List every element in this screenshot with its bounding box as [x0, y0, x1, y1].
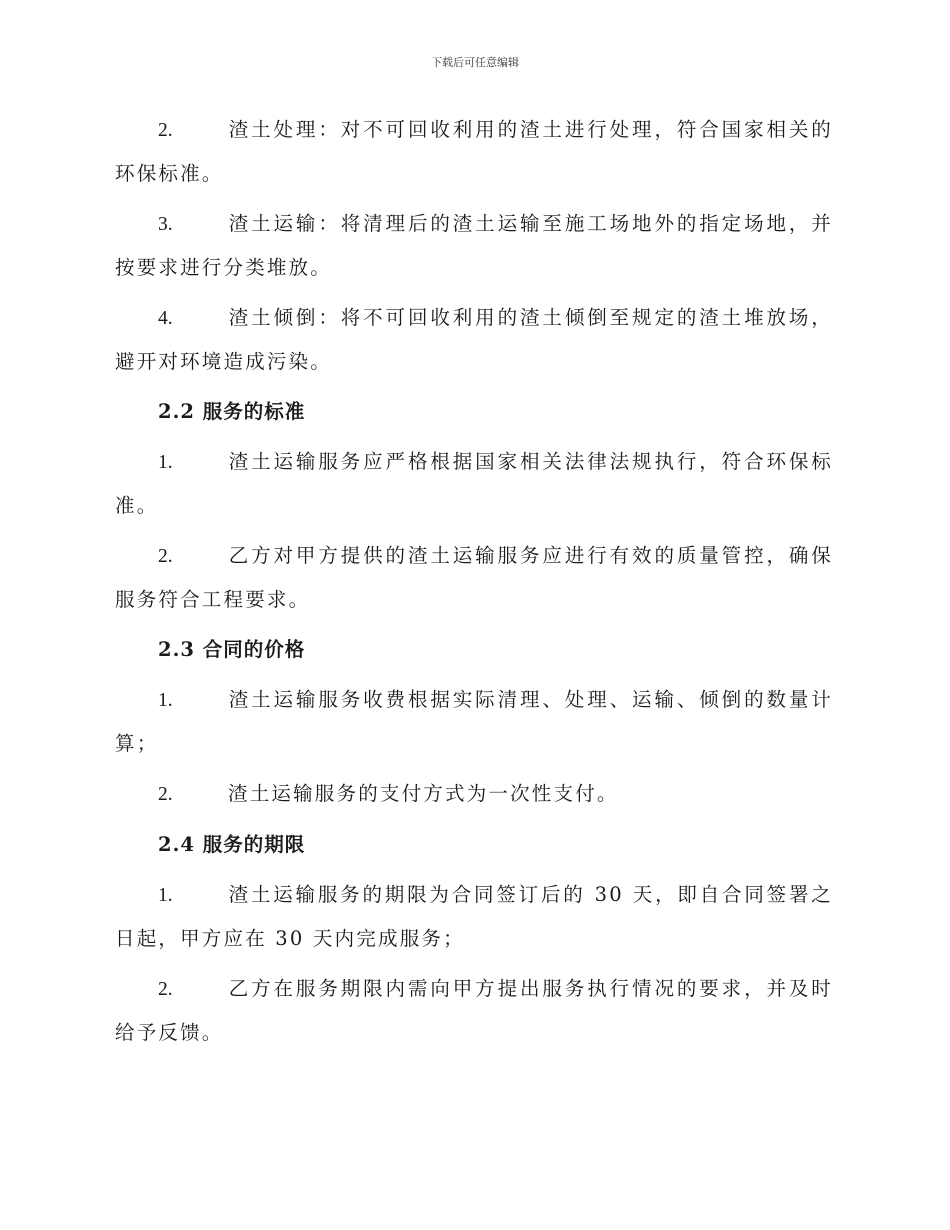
item-number: 1.: [158, 452, 173, 473]
item-number: 2.: [158, 546, 173, 567]
item-number: 2.: [158, 979, 173, 1000]
list-item: [115, 678, 833, 765]
item-text: 渣土运输服务应严格根据国家相关法律法规执行，符合环保标准。: [115, 450, 833, 517]
item-text: 渣土倾倒：将不可回收利用的渣土倾倒至规定的渣土堆放场，避开对环境造成污染。: [115, 306, 833, 373]
list-item: [115, 202, 833, 289]
list-item: [115, 108, 833, 195]
item-text: 渣土运输服务的期限为合同签订后的 30 天，即自合同签署之日起，甲方应在 30 天内完成服务；: [115, 883, 833, 950]
list-item: [115, 440, 833, 527]
section-heading: 2.2 服务的标准: [158, 400, 306, 423]
section-heading: 2.4 服务的期限: [158, 833, 306, 856]
document-body: [115, 108, 833, 1061]
item-number: 2.: [158, 120, 173, 141]
item-text: 渣土运输服务收费根据实际清理、处理、运输、倾倒的数量计算；: [115, 688, 833, 755]
item-text: 渣土运输：将清理后的渣土运输至施工场地外的指定场地，并按要求进行分类堆放。: [115, 212, 833, 279]
section-heading: 2.3 合同的价格: [158, 638, 306, 661]
item-text: 渣土处理：对不可回收利用的渣土进行处理，符合国家相关的环保标准。: [115, 118, 833, 185]
list-item: [115, 873, 833, 960]
item-number: 1.: [158, 885, 173, 906]
list-item: [115, 967, 833, 1054]
item-number: 4.: [158, 308, 173, 329]
list-item: [115, 296, 833, 383]
list-item: [115, 772, 833, 816]
item-number: 3.: [158, 214, 173, 235]
item-number: 2.: [158, 784, 173, 805]
item-text: 乙方在服务期限内需向甲方提出服务执行情况的要求，并及时给予反馈。: [115, 977, 833, 1044]
list-item: [115, 534, 833, 621]
item-text: 渣土运输服务的支付方式为一次性支付。: [228, 782, 619, 805]
page-header: 下载后可任意编辑: [431, 56, 519, 69]
item-text: 乙方对甲方提供的渣土运输服务应进行有效的质量管控，确保服务符合工程要求。: [115, 544, 833, 611]
item-number: 1.: [158, 690, 173, 711]
